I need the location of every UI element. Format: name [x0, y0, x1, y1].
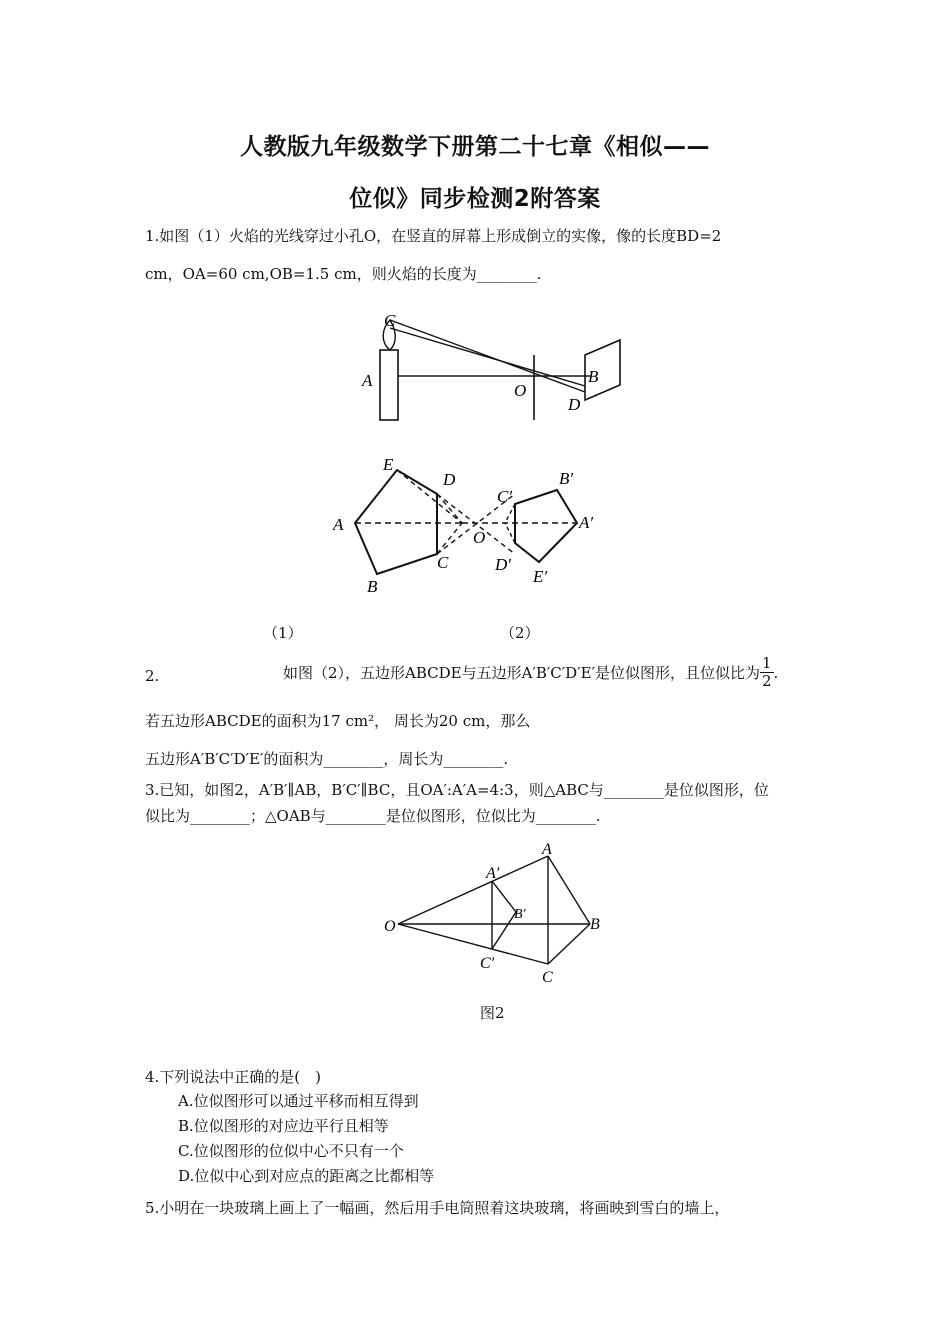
q2-line1: [283, 655, 778, 690]
fig3-label-A: A: [542, 841, 552, 858]
fig2-label-Eprime: E′: [533, 567, 548, 586]
q2-end: .: [773, 663, 779, 682]
page-title-line2: 位似》同步检测2附答案: [349, 186, 601, 212]
q3-line2: 似比为________；△OAB与________是位似图形，位似比为________.: [145, 807, 601, 825]
q4-option-c: C.位似图形的位似中心不只有一个: [178, 1142, 404, 1160]
fig2-label-D: D: [443, 470, 456, 489]
q2-ratio-fraction: [760, 655, 774, 690]
fig2-label-Cprime: C′: [497, 487, 513, 506]
fig3-label-O: O: [384, 918, 396, 935]
q2-line3: 五边形A′B′C′D′E′的面积为________，周长为________.: [145, 750, 509, 768]
fig1-caption: （1）: [263, 624, 303, 642]
q2-text1: 如图（2），五边形ABCDE与五边形A′B′C′D′E′是位似图形，且位似比为: [283, 664, 760, 682]
fig1-label-A: A: [362, 371, 373, 390]
fig2-label-Bprime: B′: [559, 469, 574, 488]
fig3-caption: 图2: [480, 1004, 505, 1022]
q2-ratio-numerator: 1: [761, 654, 772, 672]
fig2-label-Aprime: A′: [579, 513, 594, 532]
q5-line1: 5.小明在一块玻璃上画上了一幅画，然后用手电筒照着这块玻璃，将画映到雪白的墙上，: [145, 1199, 730, 1217]
fig2-label-E: E: [383, 455, 394, 474]
q3-line1: 3.已知，如图2，A′B′∥AB，B′C′∥BC，且OA′:A′A=4:3，则△ABC与________是位似图形，位: [145, 781, 769, 799]
fig3-label-C: C: [542, 969, 553, 986]
fig1-label-C: C: [384, 311, 396, 330]
q2-line2: 若五边形ABCDE的面积为17 cm²， 周长为20 cm，那么: [145, 712, 531, 730]
fig2-label-O: O: [473, 528, 486, 547]
fig2-label-B: B: [367, 577, 378, 596]
q2-ratio-denominator: 2: [761, 672, 772, 690]
q1-line2: cm，OA=60 cm,OB=1.5 cm，则火焰的长度为________.: [145, 265, 542, 283]
fig2-label-A: A: [333, 515, 344, 534]
q4-option-b: B.位似图形的对应边平行且相等: [178, 1117, 389, 1135]
page-title-line1: 人教版九年级数学下册第二十七章《相似——: [240, 134, 710, 160]
figure-2-pentagons: [325, 450, 615, 600]
fig2-label-Dprime: D′: [495, 555, 511, 574]
fig2-label-C: C: [437, 553, 449, 572]
q1-line1: 1.如图（1）火焰的光线穿过小孔O，在竖直的屏幕上形成倒立的实像，像的长度BD=2: [145, 227, 722, 245]
fig3-label-Aprime: A′: [486, 865, 500, 882]
fig1-label-O: O: [514, 381, 527, 400]
q4-option-a: A.位似图形可以通过平移而相互得到: [178, 1092, 419, 1110]
q4-option-d: D.位似中心到对应点的距离之比都相等: [178, 1167, 435, 1185]
q4-stem: 4.下列说法中正确的是( ): [145, 1068, 322, 1086]
figure-3-triangles: [380, 838, 610, 988]
fig3-label-B: B: [590, 916, 600, 933]
q2-number: 2.: [145, 667, 160, 685]
figure-1-pinhole: [350, 300, 640, 425]
fig3-label-Bprime: B′: [514, 907, 526, 922]
fig3-label-Cprime: C′: [480, 955, 495, 972]
fig1-label-B: B: [588, 367, 599, 386]
fig1-label-D: D: [568, 395, 581, 414]
fig2-caption: （2）: [500, 624, 540, 642]
